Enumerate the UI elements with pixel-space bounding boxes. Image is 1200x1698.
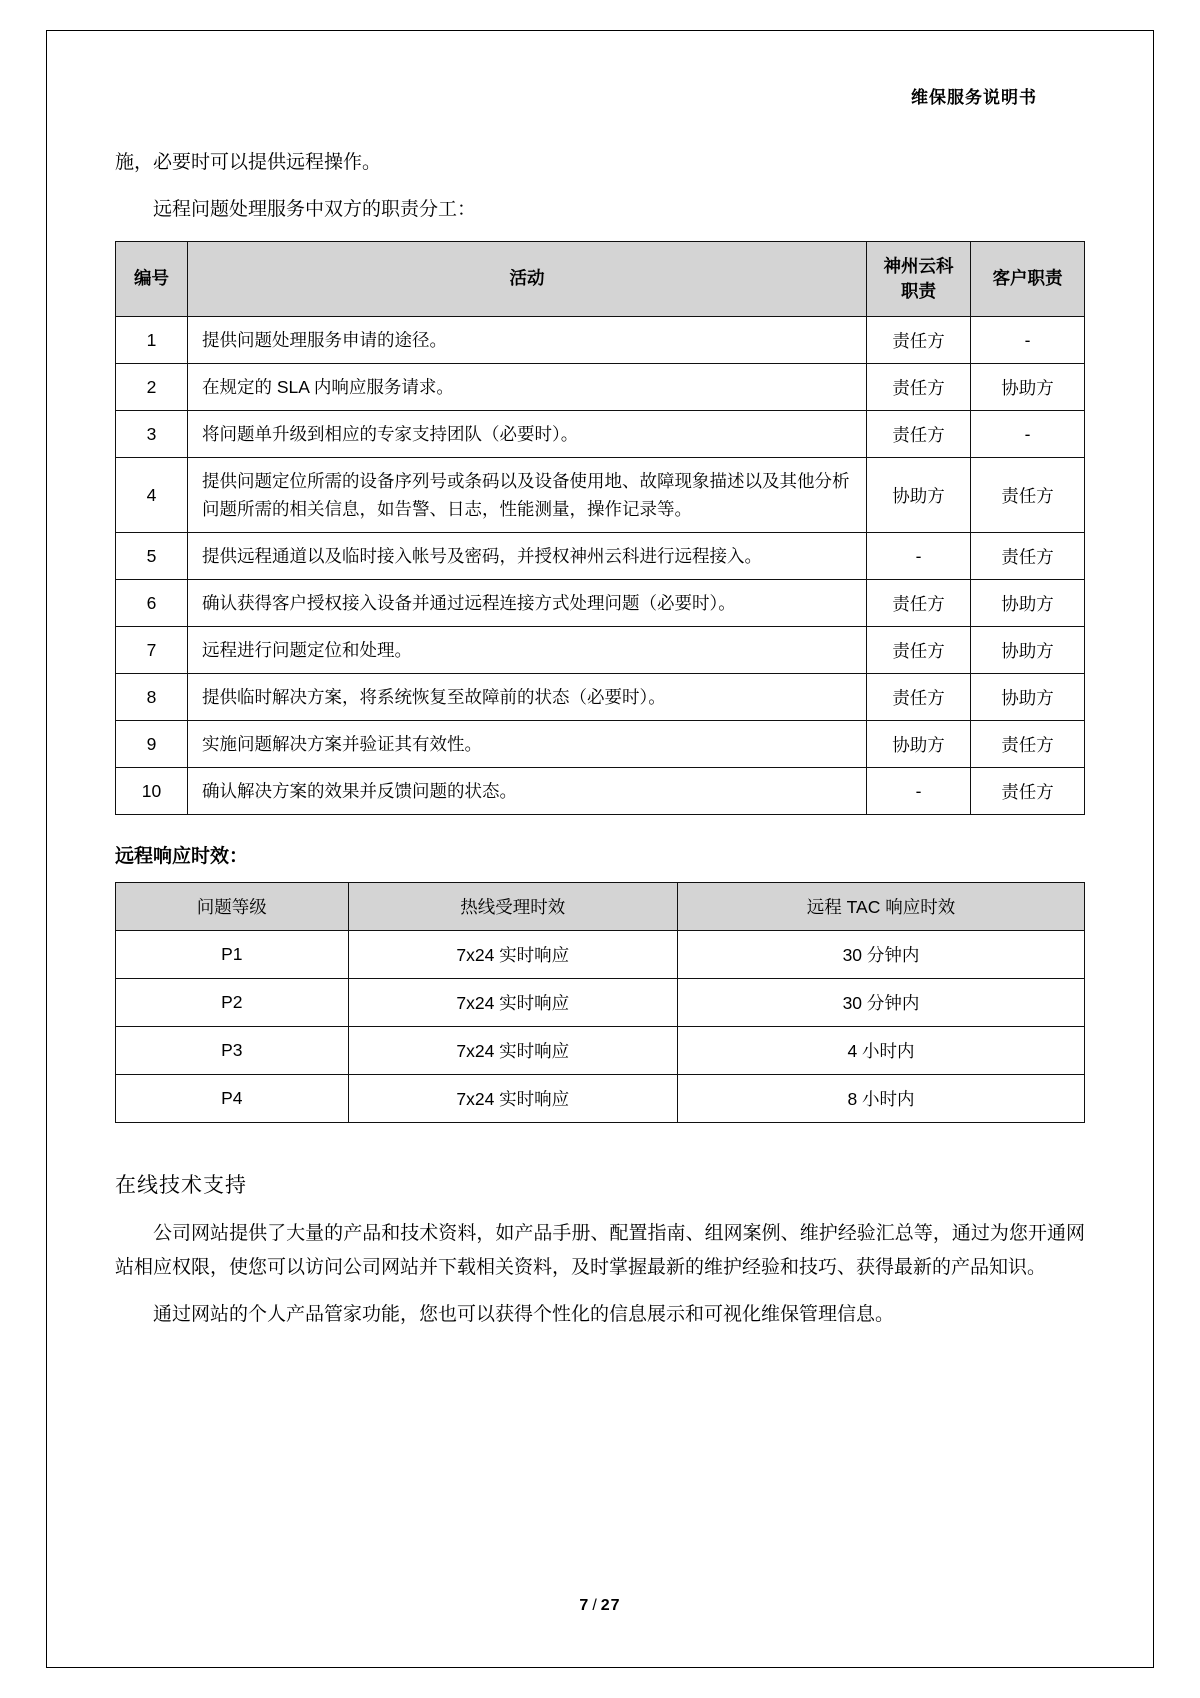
column-header-problem-level: 问题等级 [116,883,349,931]
cell-szyk-duty: 协助方 [867,721,971,768]
table-row [116,931,1085,979]
cell-number: 6 [116,580,188,627]
cell-szyk-duty: 责任方 [867,411,971,458]
cell-hotline-time: 7x24 实时响应 [348,1075,677,1123]
response-time-table [115,882,1085,1123]
cell-hotline-time: 7x24 实时响应 [348,931,677,979]
cell-number: 7 [116,627,188,674]
cell-activity: 提供远程通道以及临时接入帐号及密码，并授权神州云科进行远程接入。 [188,533,867,580]
column-header-szyk-duty: 神州云科 职责 [867,241,971,317]
cell-customer-duty: 责任方 [971,533,1085,580]
cell-tac-time: 8 小时内 [678,1075,1085,1123]
page-content [47,31,1153,1667]
cell-number: 8 [116,674,188,721]
cell-customer-duty: 协助方 [971,364,1085,411]
cell-szyk-duty: - [867,768,971,815]
paragraph-online-support-2: 通过网站的个人产品管家功能，您也可以获得个性化的信息展示和可视化维保管理信息。 [153,1303,895,1325]
cell-szyk-duty: - [867,533,971,580]
cell-activity: 提供临时解决方案，将系统恢复至故障前的状态（必要时）。 [188,674,867,721]
table-row [116,721,1085,768]
cell-number: 9 [116,721,188,768]
document-page [46,30,1154,1668]
cell-activity: 在规定的 SLA 内响应服务请求。 [188,364,867,411]
lead-paragraph: 施，必要时可以提供远程操作。 [115,152,382,173]
cell-customer-duty: 责任方 [971,721,1085,768]
table1-caption: 远程问题处理服务中双方的职责分工： [153,199,477,221]
table-row [116,1027,1085,1075]
table-row [116,533,1085,580]
cell-hotline-time: 7x24 实时响应 [348,979,677,1027]
cell-customer-duty: - [971,411,1085,458]
cell-problem-level: P4 [116,1075,349,1123]
responsibility-table [115,241,1085,816]
cell-number: 3 [116,411,188,458]
table-row [116,580,1085,627]
table-row [116,411,1085,458]
cell-szyk-duty: 责任方 [867,674,971,721]
cell-szyk-duty: 协助方 [867,458,971,533]
cell-activity: 将问题单升级到相应的专家支持团队（必要时）。 [188,411,867,458]
cell-szyk-duty: 责任方 [867,364,971,411]
column-header-hotline-time: 热线受理时效 [348,883,677,931]
column-header-tac-time: 远程 TAC 响应时效 [678,883,1085,931]
cell-activity: 提供问题处理服务申请的途径。 [188,317,867,364]
table-header-row [116,241,1085,317]
table-row [116,458,1085,533]
table-row [116,979,1085,1027]
page-footer [47,1597,1153,1615]
cell-customer-duty: 协助方 [971,627,1085,674]
page-number-current: 7 [579,1597,590,1614]
cell-hotline-time: 7x24 实时响应 [348,1027,677,1075]
table-row [116,674,1085,721]
cell-problem-level: P3 [116,1027,349,1075]
cell-number: 4 [116,458,188,533]
cell-customer-duty: 责任方 [971,458,1085,533]
cell-customer-duty: 协助方 [971,580,1085,627]
cell-activity: 实施问题解决方案并验证其有效性。 [188,721,867,768]
cell-activity: 确认获得客户授权接入设备并通过远程连接方式处理问题（必要时）。 [188,580,867,627]
table-row [116,768,1085,815]
cell-activity: 提供问题定位所需的设备序列号或条码以及设备使用地、故障现象描述以及其他分析问题所需的相关信息，如告警、日志，性能测量，操作记录等。 [188,458,867,533]
paragraph-online-support-1: 公司网站提供了大量的产品和技术资料，如产品手册、配置指南、组网案例、维护经验汇总等，通过为您开通网站相应权限，使您可以访问公司网站并下载相关资料，及时掌握最新的维护经验和技巧、获得最新的产品知识。 [115,1223,1085,1278]
column-header-number: 编号 [116,241,188,317]
table2-caption: 远程响应时效： [115,846,249,868]
cell-customer-duty: - [971,317,1085,364]
cell-szyk-duty: 责任方 [867,627,971,674]
column-header-activity: 活动 [188,241,867,317]
cell-tac-time: 30 分钟内 [678,931,1085,979]
table-row [116,317,1085,364]
table-row [116,1075,1085,1123]
cell-activity: 确认解决方案的效果并反馈问题的状态。 [188,768,867,815]
cell-tac-time: 30 分钟内 [678,979,1085,1027]
table-row [116,627,1085,674]
cell-problem-level: P1 [116,931,349,979]
table-row [116,364,1085,411]
cell-number: 5 [116,533,188,580]
cell-customer-duty: 协助方 [971,674,1085,721]
document-header-title: 维保服务说明书 [911,88,1037,107]
cell-activity: 远程进行问题定位和处理。 [188,627,867,674]
section-title-online-support: 在线技术支持 [115,1174,247,1198]
page-number-separator: / [592,1597,598,1614]
page-number-total: 27 [600,1597,621,1614]
column-header-customer-duty: 客户职责 [971,241,1085,317]
cell-tac-time: 4 小时内 [678,1027,1085,1075]
cell-number: 1 [116,317,188,364]
cell-number: 2 [116,364,188,411]
cell-szyk-duty: 责任方 [867,317,971,364]
cell-number: 10 [116,768,188,815]
table-header-row [116,883,1085,931]
cell-szyk-duty: 责任方 [867,580,971,627]
cell-problem-level: P2 [116,979,349,1027]
cell-customer-duty: 责任方 [971,768,1085,815]
